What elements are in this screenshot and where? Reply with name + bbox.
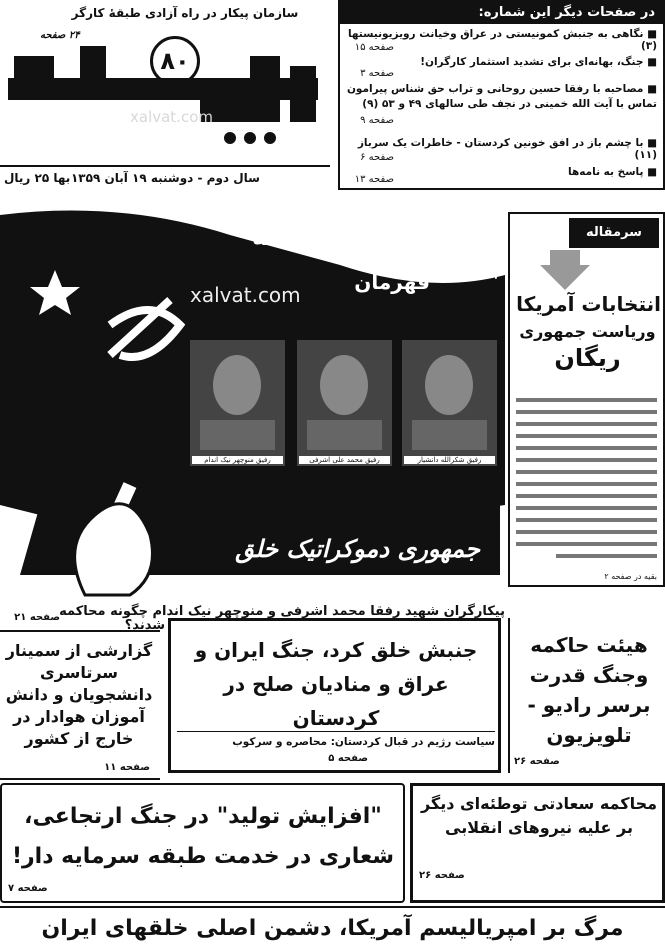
hero-section [0, 205, 505, 600]
banner-text: جمهوری دموکراتیک خلق [235, 535, 480, 563]
org-line: سازمان پیکار در راه آزادی طبقهٔ کارگر [71, 6, 299, 20]
hero-subtitle: قهرمان [354, 270, 430, 294]
hero-title: گرامی باد خاطره سه پیکارگر [252, 223, 500, 279]
portrait [400, 338, 499, 468]
watermark: xalvat.com [130, 108, 213, 126]
toc-page: صفحه ۳ [360, 68, 394, 79]
editorial-label: سرمقاله [510, 214, 663, 254]
portrait-caption: رفیق منوچهر نیک اندام [192, 456, 283, 464]
bottom-right-title: محاکمه سعادتی توطئه‌ای دیگر بر علیه نیروهای انقلابی [420, 794, 658, 837]
portrait-caption: رفیق شکرالله دانشیار [404, 456, 495, 464]
watermark: xalvat.com [190, 283, 301, 307]
center-article-page: صفحه ۵ [328, 753, 368, 764]
left-report[interactable] [0, 630, 160, 780]
hero-caption-end: شدند؟ [124, 618, 165, 633]
issue-pages: ۲۴ صفحه [40, 30, 80, 41]
masthead [0, 0, 330, 190]
date-line [0, 165, 330, 189]
left-report-title: گزارشی از سمینار سرتاسری دانشجویان و دانش آموزان هوادار در خارج از کشور [5, 641, 153, 748]
bottom-right-article[interactable] [410, 783, 665, 903]
issue-number: ۸۰ [150, 36, 200, 86]
hero-caption-page: صفحه ۲۱ [14, 612, 60, 623]
left-report-page: صفحه ۱۱ [104, 762, 150, 773]
editorial-name: ریگان [554, 344, 621, 372]
center-article-title: جنبش خلق کرد، جنگ ایران و عراق و منادیان صلح در کردستان [194, 638, 478, 730]
toc-page: صفحه ۱۵ [354, 42, 394, 53]
editorial-subtitle: وریاست جمهوری [519, 322, 656, 341]
toc-item[interactable]: ■ جنگ، بهانه‌ای برای تشدید استثمار کارگران! [420, 56, 657, 68]
bottom-left-article[interactable] [0, 783, 405, 903]
bottom-left-page: صفحه ۷ [8, 883, 48, 894]
price: بها ۲۵ ریال [4, 171, 71, 185]
right-article-page: صفحه ۲۶ [514, 756, 560, 767]
bottom-right-page: صفحه ۲۶ [419, 870, 465, 881]
contents-box [338, 0, 665, 190]
toc-item[interactable]: ■ نگاهی به جنبش کمونیستی در عراق وخیانت رویزیونیستها (۳) [347, 28, 657, 52]
hero-caption[interactable]: پیکارگران شهید رفقا محمد اشرفی و منوچهر نیک اندام چگونه محاکمه [59, 604, 505, 619]
center-article-subtitle: سیاست رژیم در قبال کردستان: محاصره و سرکوب [177, 731, 495, 748]
toc-item[interactable]: ■ با چشم باز در افق خونین کردستان - خاطرات یک سرباز (۱۱) [357, 137, 657, 161]
portrait [295, 338, 394, 468]
footer-slogan: مرگ بر امپریالیسم آمریکا، دشمن اصلی خلقهای ایران [41, 916, 624, 941]
person-photo-icon [402, 340, 497, 450]
toc-page: صفحه ۱۳ [354, 174, 394, 185]
portrait [188, 338, 287, 468]
footer [0, 906, 665, 949]
toc-page: صفحه ۹ [360, 115, 394, 126]
toc-item[interactable]: ■ پاسخ به نامه‌ها [568, 166, 657, 178]
toc-item[interactable]: ■ مصاحبه با رفقا حسین روحانی و تراب حق شناس پیرامون تماس با آیت الله خمینی در نجف طی سالهای ۴۹ و ۵۳ (۹) [346, 83, 657, 110]
editorial-body [516, 394, 657, 564]
text-lines-icon [516, 394, 657, 564]
contents-heading: در صفحات دیگر این شماره: [340, 2, 663, 24]
arrow-down-icon [540, 250, 590, 290]
center-article[interactable] [168, 618, 501, 773]
date-text: سال دوم - دوشنبه ۱۹ آبان ۱۳۵۹ [70, 171, 260, 185]
editorial-box[interactable] [508, 212, 665, 587]
toc-page: صفحه ۶ [360, 152, 394, 163]
editorial-title: انتخابات آمریکا [516, 292, 661, 316]
bottom-left-title: "افزایش تولید" در جنگ ارتجاعی، شعاری در خدمت طبقه سرمایه دار! [11, 804, 395, 869]
person-photo-icon [297, 340, 392, 450]
portrait-caption: رفیق محمد علی اشرفی [299, 456, 390, 464]
person-photo-icon [190, 340, 285, 450]
right-article[interactable] [508, 618, 665, 773]
right-article-title: هیئت حاکمه وجنگ قدرت برسر رادیو - تلویزیون [527, 633, 651, 747]
editorial-more: بقیه در صفحه ۲ [604, 572, 657, 581]
